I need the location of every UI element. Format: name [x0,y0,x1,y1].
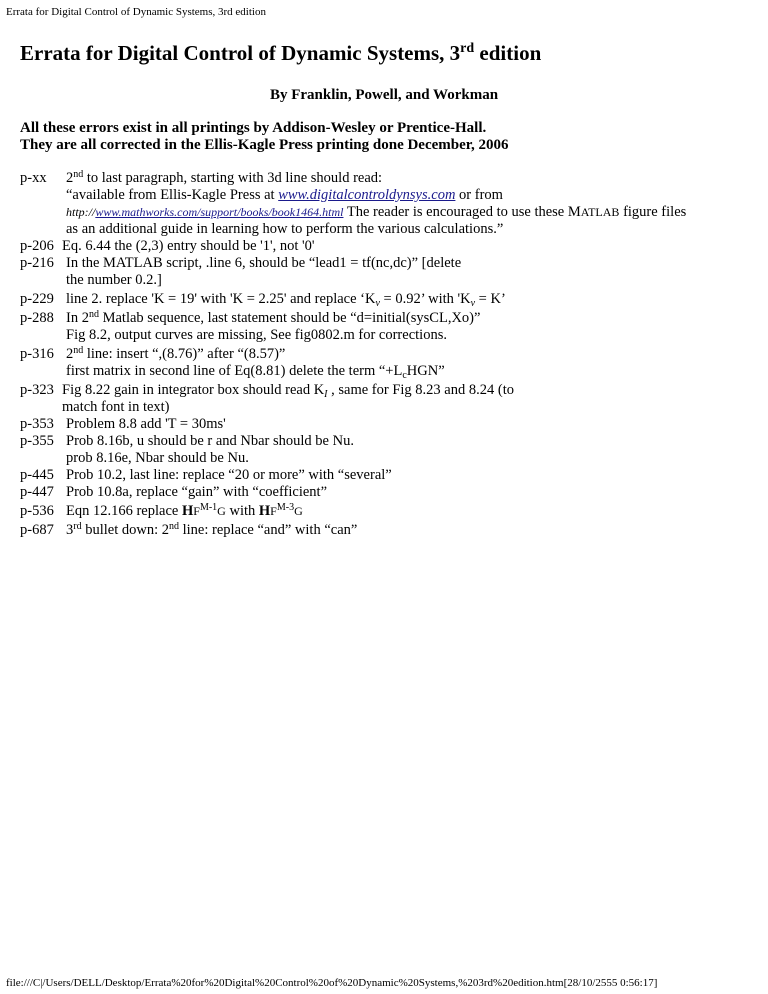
page-ref: p-288 [20,310,54,326]
page-ref: p-447 [20,484,54,500]
page-ref: p-687 [20,522,54,538]
page-ref: p-536 [20,503,54,519]
errata-entry-p216: p-216 In the MATLAB script, .line 6, should be “lead1 = tf(nc,dc)” [delete the number 0.2.] [20,255,462,288]
page-ref: p-229 [20,291,54,307]
errata-entry-pxx: p-xx 2nd to last paragraph, starting with 3d line should read: “available from Ellis-Kagle Press at www.digitalcontroldynsys.com or from http://www.mathworks.com/support/books/book1464.html The reader is encouraged to use these MATLAB figure files as an additional guide in learning how to perform the various calculations.” [20,169,687,237]
print-header: Errata for Digital Control of Dynamic Systems, 3rd edition [6,6,266,18]
errata-entry-p206: p-206 Eq. 6.44 the (2,3) entry should be '1', not '0' [20,238,315,254]
errata-entry-p316: p-316 2nd line: insert “,(8.76)” after “(8.57)” first matrix in second line of Eq(8.81) delete the term “$+L_cHGN$” [20,345,445,381]
page-ref: p-355 [20,433,54,449]
page-ref: p-445 [20,467,54,483]
page-ref: p-216 [20,255,54,271]
errata-entry-p323: p-323 Fig 8.22 gain in integrator box should read $K_I$ , same for Fig 8.23 and 8.24 (to match font in text) [20,382,514,415]
printing-note-line: All these errors exist in all printings by Addison-Wesley or Prentice-Hall. [20,120,487,136]
ellis-kagle-link[interactable]: www.digitalcontroldynsys.com [278,187,456,203]
page-ref: p-206 [20,238,54,254]
print-footer: file:///C|/Users/DELL/Desktop/Errata%20for%20Digital%20Control%20of%20Dynamic%20Systems,%203rd%20edition.htm[28/10/2555 0:56:17] [6,977,658,989]
errata-entry-p687: p-687 3rd bullet down: 2nd line: replace “and” with “can” [20,521,358,538]
errata-entry-p447: p-447 Prob 10.8a, replace “gain” with “coefficient” [20,484,328,500]
page-ref: p-xx [20,170,47,186]
errata-list [20,170,760,539]
printing-note-line: They are all corrected in the Ellis-Kagle Press printing done December, 2006 [20,137,509,153]
page-ref: p-323 [20,382,54,398]
mathworks-link[interactable]: www.mathworks.com/support/books/book1464.html [95,205,344,219]
errata-entry-p536: p-536 Eqn 12.166 replace $HF^{M-1}G$ with $HF^{M-3}G$ [20,502,303,519]
page-title: Errata for Digital Control of Dynamic Systems, 3rd edition [20,41,542,65]
errata-entry-p288: p-288 In 2nd Matlab sequence, last statement should be “d=initial(sysCL,Xo)” Fig 8.2, output curves are missing, See fig0802.m for corrections. [20,309,481,343]
page-ref: p-353 [20,416,54,432]
errata-entry-p355: p-355 Prob 8.16b, u should be r and Nbar should be Nu. prob 8.16e, Nbar should be Nu. [20,433,354,466]
errata-entry-p229: p-229 line 2. replace 'K = 19' with 'K = 2.25' and replace ‘$K_v = 0.92$’ with '$K_v = K$’ [20,291,506,309]
errata-entry-p445: p-445 Prob 10.2, last line: replace “20 or more” with “several” [20,467,392,483]
authors-byline: By Franklin, Powell, and Workman [269,87,499,103]
errata-entry-p353: p-353 Problem 8.8 add 'T = 30ms' [20,416,226,432]
printing-note [20,120,509,154]
page-ref: p-316 [20,346,54,362]
